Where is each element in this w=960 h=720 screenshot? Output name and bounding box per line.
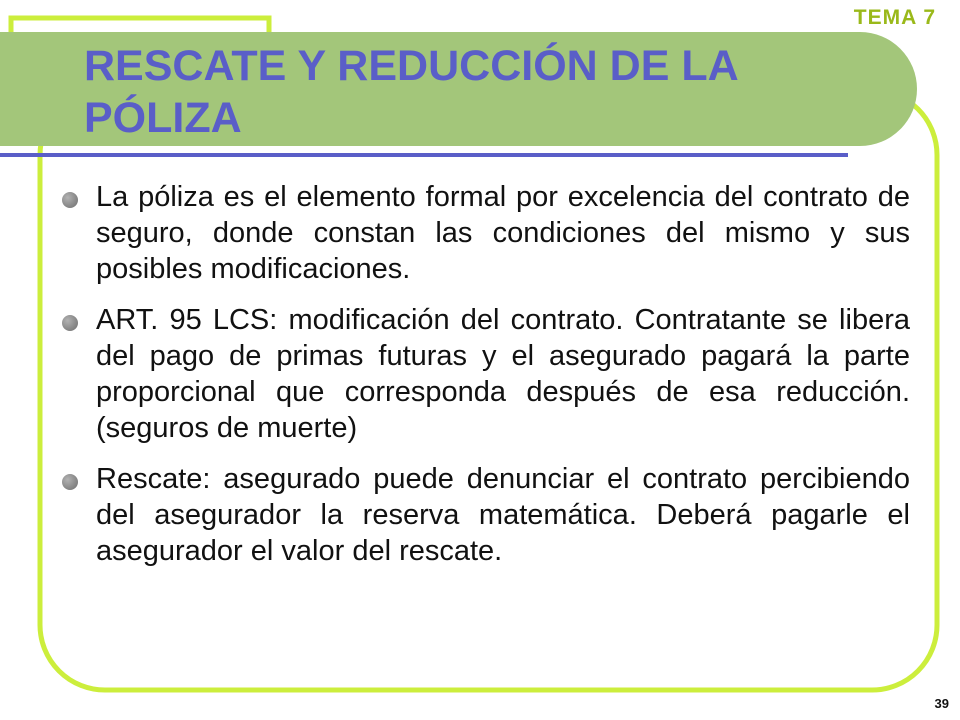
topic-tag: TEMA 7 [853,6,936,29]
bullet-dot-icon [62,315,78,331]
slide-title: RESCATE Y REDUCCIÓN DE LA PÓLIZA [84,42,738,142]
bullet-text: ART. 95 LCS: modificación del contrato. Contratante se libera del pago de primas futuras y el asegurado pagará la parte proporcional que corresponda después de esa reducción. (seguros de muerte) [96,304,910,444]
bullet-dot-icon [62,192,78,208]
bullet-item [62,461,910,569]
bullet-text: La póliza es el elemento formal por excelencia del contrato de seguro, donde constan las condiciones del mismo y sus posibles modificaciones. [96,181,910,285]
bullet-list [62,179,910,584]
bullet-text: Rescate: asegurado puede denunciar el contrato percibiendo del asegurador la reserva matemática. Deberá pagarle el asegurador el valor del rescate. [96,463,910,567]
bullet-item [62,302,910,446]
bullet-item [62,179,910,287]
bullet-dot-icon [62,474,78,490]
page-number: 39 [934,696,949,711]
